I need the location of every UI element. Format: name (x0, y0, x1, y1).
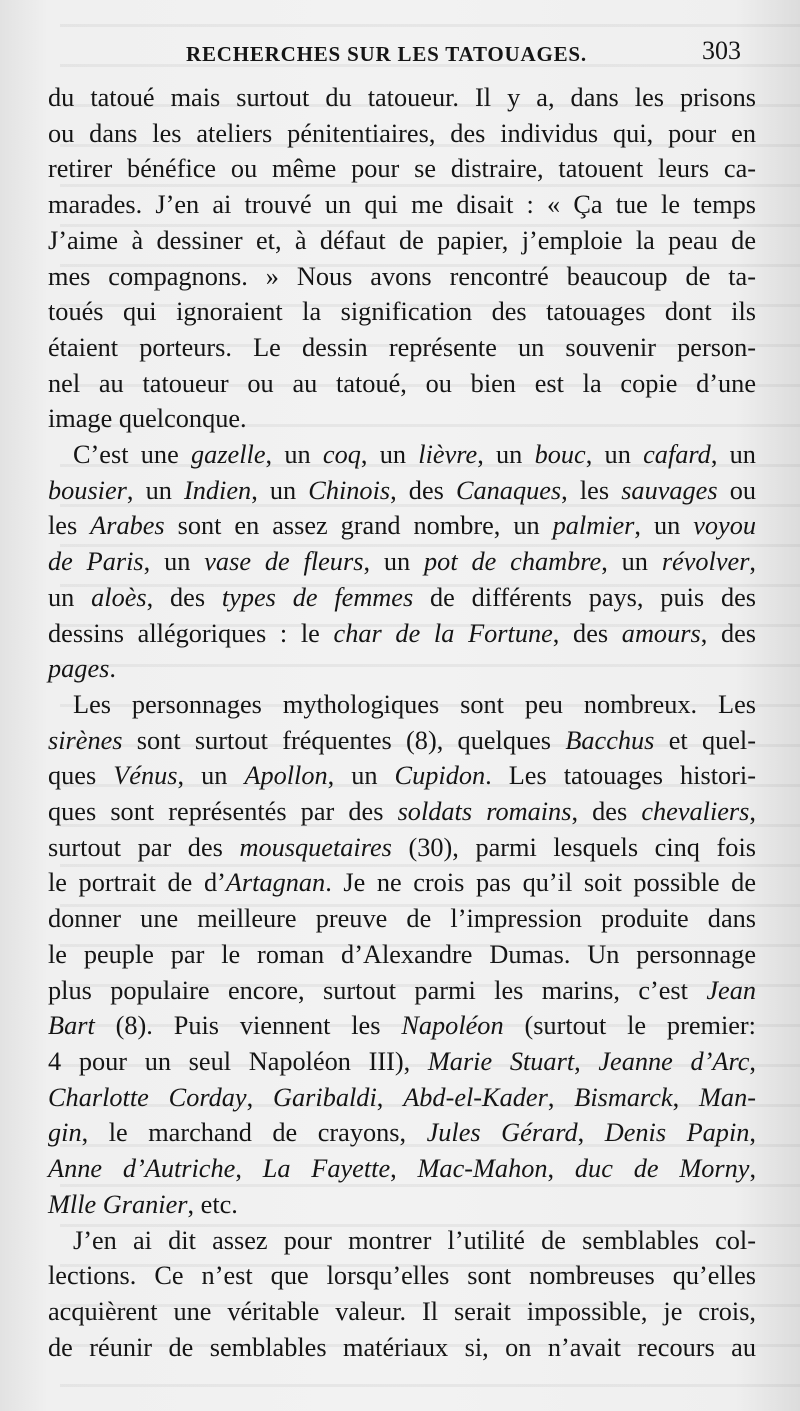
page-number: 303 (702, 36, 741, 65)
paragraph-1 (48, 80, 756, 437)
text-line: donner une meilleure preuve de l’impression produite dans (48, 904, 756, 934)
text-line: marades. J’en ai trouvé un qui me disait : « Ça tue le temps (48, 190, 756, 220)
text-line: étaient porteurs. Le dessin représente un souvenir person- (48, 332, 756, 362)
text-line: de réunir de semblables matériaux si, on n’avait recours au (48, 1332, 756, 1362)
paragraph-4 (48, 1223, 756, 1366)
text-line: lections. Ce n’est que lorsqu’elles sont nombreuses qu’elles (48, 1261, 756, 1291)
text-line: mes compagnons. » Nous avons rencontré beaucoup de ta- (48, 261, 756, 291)
text-line: ques sont représentés par des soldats romains, des chevaliers, (48, 797, 756, 827)
text-line: plus populaire encore, surtout parmi les marins, c’est Jean (48, 975, 756, 1005)
text-line: nel au tatoueur ou au tatoué, ou bien est la copie d’une (48, 368, 756, 398)
page-header (0, 36, 800, 70)
text-line: ques Vénus, un Apollon, un Cupidon. Les tatouages histori- (48, 761, 756, 791)
text-line: Anne d’Autriche, La Fayette, Mac-Mahon, duc de Morny, (48, 1154, 757, 1184)
text-line: acquièrent une véritable valeur. Il serait impossible, je crois, (48, 1296, 756, 1326)
text-line: toués qui ignoraient la signification des tatouages dont ils (48, 297, 756, 327)
text-line: retirer bénéfice ou même pour se distraire, tatouent leurs ca- (48, 154, 756, 184)
text-line: dessins allégoriques : le char de la Fortune, des amours, des (48, 618, 757, 648)
text-line: pages. (48, 654, 116, 684)
running-title: RECHERCHES SUR LES TATOUAGES. (186, 42, 587, 66)
text-line: Les personnages mythologiques sont peu nombreux. Les (73, 689, 756, 719)
text-line: 4 pour un seul Napoléon III), Marie Stuart, Jeanne d’Arc, (48, 1046, 756, 1076)
body-text (48, 80, 756, 1365)
text-line: du tatoué mais surtout du tatoueur. Il y a, dans les prisons (48, 83, 756, 112)
text-line: ou dans les ateliers pénitentiaires, des individus qui, pour en (48, 118, 756, 148)
text-line: un aloès, des types de femmes de différents pays, puis des (48, 582, 756, 612)
paragraph-3 (48, 687, 756, 1223)
text-line: Charlotte Corday, Garibaldi, Abd-el-Kader, Bismarck, Man- (48, 1082, 756, 1112)
text-line: les Arabes sont en assez grand nombre, un palmier, un voyou (48, 511, 756, 541)
text-line: image quelconque. (48, 404, 247, 434)
text-line: bousier, un Indien, un Chinois, des Canaques, les sauvages ou (48, 475, 756, 505)
text-line: le peuple par le roman d’Alexandre Dumas. Un personnage (48, 939, 756, 969)
text-line: gin, le marchand de crayons, Jules Gérard, Denis Papin, (48, 1118, 756, 1148)
text-line: Bart (8). Puis viennent les Napoléon (surtout le premier: (48, 1011, 756, 1041)
text-line: Mlle Granier, etc. (48, 1189, 238, 1219)
text-line: le portrait de d’Artagnan. Je ne crois pas qu’il soit possible de (48, 868, 757, 898)
text-line: surtout par des mousquetaires (30), parmi lesquels cinq fois (48, 832, 756, 862)
text-line: J’en ai dit assez pour montrer l’utilité de semblables col- (73, 1225, 756, 1255)
paragraph-2 (48, 437, 756, 687)
text-line: C’est une gazelle, un coq, un lièvre, un bouc, un cafard, un (73, 440, 756, 470)
text-line: J’aime à dessiner et, à défaut de papier, j’emploie la peau de (48, 225, 756, 255)
text-line: de Paris, un vase de fleurs, un pot de chambre, un révolver, (48, 547, 756, 577)
text-line: sirènes sont surtout fréquentes (8), quelques Bacchus et quel- (48, 725, 756, 755)
